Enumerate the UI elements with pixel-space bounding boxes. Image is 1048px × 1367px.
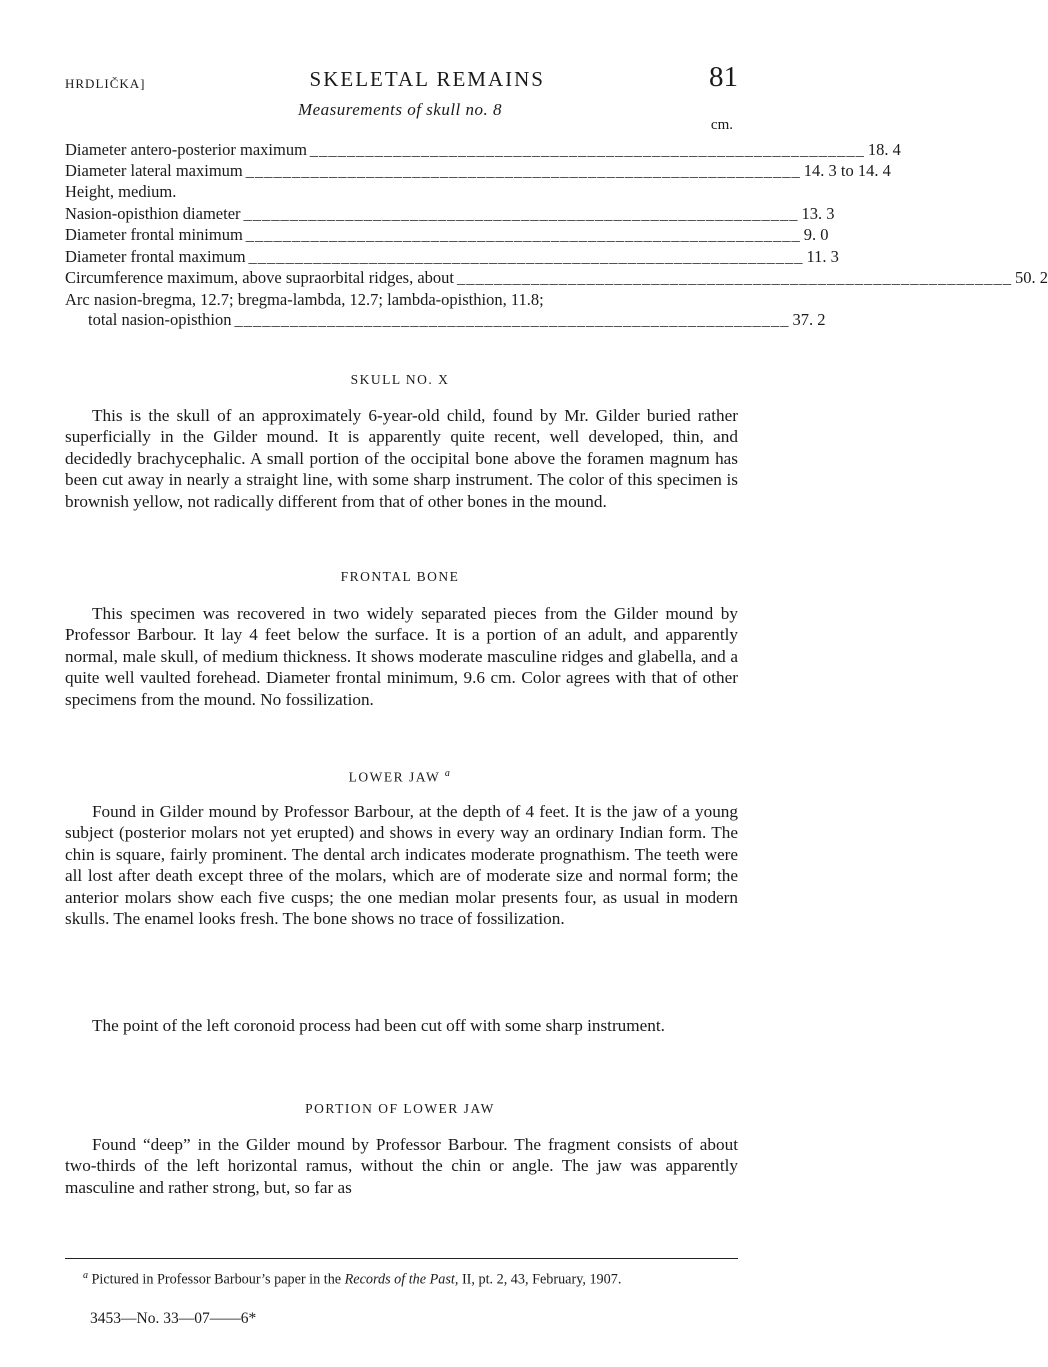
leader-dots: ____________________________________________________________ — [245, 161, 801, 180]
leader-dots: ____________________________________________________________ — [457, 268, 1012, 287]
leader-dots: ____________________________________________________________ — [309, 140, 865, 159]
footnote-reference: a — [444, 768, 452, 779]
leader-dots: ____________________________________________________________ — [248, 247, 804, 266]
footnote-divider — [65, 1258, 738, 1259]
measurement-row — [65, 225, 829, 246]
measurement-label: Diameter antero-posterior maximum — [65, 140, 307, 159]
section-heading-text: LOWER JAW — [348, 769, 440, 785]
measurement-label: Circumference maximum, above supraorbital ridges, about — [65, 268, 454, 287]
running-head-title: SKELETAL REMAINS — [309, 67, 545, 91]
measurement-row — [65, 247, 839, 268]
measurement-label: Diameter lateral maximum — [65, 161, 243, 180]
section-heading — [0, 768, 800, 786]
leader-dots: ____________________________________________________________ — [234, 310, 790, 329]
page-number: 81 — [708, 61, 738, 93]
section-paragraph: The point of the left coronoid process had been cut off with some sharp instrument. — [92, 1016, 665, 1035]
measurement-value: 14. 3 to 14. 4 — [803, 161, 891, 180]
measurement-row — [65, 268, 1048, 289]
measurement-value: 11. 3 — [806, 247, 839, 266]
footnote-journal: Records of the Past, — [344, 1271, 459, 1288]
section-paragraph: This is the skull of an approximately 6-year-old child, found by Mr. Gilder buried rather superficially in the Gilder mound. It is apparently quite recent, well developed, thin, and decidedly brachycephalic. A small portion of the occipital bone above the foramen magnum has been cut away in nearly a straight line, with some sharp instrument. The color of this specimen is brownish yellow, not radically different from that of other bones in the mound. — [65, 406, 738, 511]
measurement-value: 9. 0 — [803, 225, 829, 244]
leader-dots: ____________________________________________________________ — [243, 204, 799, 223]
measurement-row — [65, 182, 738, 203]
section-paragraph: Found in Gilder mound by Professor Barbour, at the depth of 4 feet. It is the jaw of a young subject (posterior molars not yet erupted) and shows in every way an ordinary Indian form. The chin is square, fairly prominent. The dental arch indicates moderate prognathism. The teeth were all lost after death except three of the molars, which are of moderate size and normal form; the anterior molars show each five cusps; the one median molar presents four, as usual in modern skulls. The enamel looks fresh. The bone shows no trace of fossilization. — [65, 802, 738, 929]
measurements-unit: cm. — [710, 117, 733, 133]
measurement-row — [65, 140, 901, 161]
measurement-value: 50. 2 — [1015, 268, 1048, 287]
printer-signature: 3453—No. 33—07——6* — [90, 1310, 257, 1327]
measurement-value: 18. 4 — [867, 140, 901, 159]
measurement-row — [65, 161, 891, 182]
running-head-author: HRDLIČKA] — [65, 76, 146, 91]
footnote-text-after: II, pt. 2, 43, February, 1907. — [458, 1271, 622, 1288]
measurement-value: 37. 2 — [792, 310, 826, 329]
measurement-label: Diameter frontal minimum — [65, 225, 243, 244]
measurement-row — [65, 204, 835, 225]
measurement-value: 13. 3 — [801, 204, 835, 223]
footnote-text-before: Pictured in Professor Barbour’s paper in the — [91, 1271, 345, 1288]
section-heading: PORTION OF LOWER JAW — [305, 1101, 495, 1116]
footnote-mark: a — [83, 1270, 88, 1281]
measurement-label: Diameter frontal maximum — [65, 247, 246, 266]
section-heading: SKULL NO. X — [350, 372, 450, 387]
footnote — [65, 1266, 738, 1290]
measurement-label: Height, medium. — [65, 182, 177, 201]
measurement-row — [88, 310, 826, 331]
section-heading: FRONTAL BONE — [340, 569, 460, 584]
section-paragraph: This specimen was recovered in two widely separated pieces from the Gilder mound by Professor Barbour. It lay 4 feet below the surface. It is a portion of an adult, and apparently normal, male skull, of medium thickness. It shows moderate masculine ridges and glabella, and a quite well vaulted forehead. Diameter frontal minimum, 9.6 cm. Color agrees with that of other specimens from the mound. No fossilization. — [65, 604, 738, 709]
leader-dots: ____________________________________________________________ — [245, 225, 801, 244]
section-paragraph: Found “deep” in the Gilder mound by Professor Barbour. The fragment consists of about two-thirds of the left horizontal ramus, without the chin or angle. The jaw was apparently masculine and rather strong, but, so far as — [65, 1135, 738, 1197]
running-head — [65, 58, 738, 92]
arc-measurements: Arc nasion-bregma, 12.7; bregma-lambda, 12.7; lambda-opisthion, 11.8; — [65, 290, 544, 309]
measurements-title: Measurements of skull no. 8 — [297, 100, 503, 119]
measurement-label: Nasion-opisthion diameter — [65, 204, 241, 223]
measurement-label: total nasion-opisthion — [88, 310, 232, 329]
